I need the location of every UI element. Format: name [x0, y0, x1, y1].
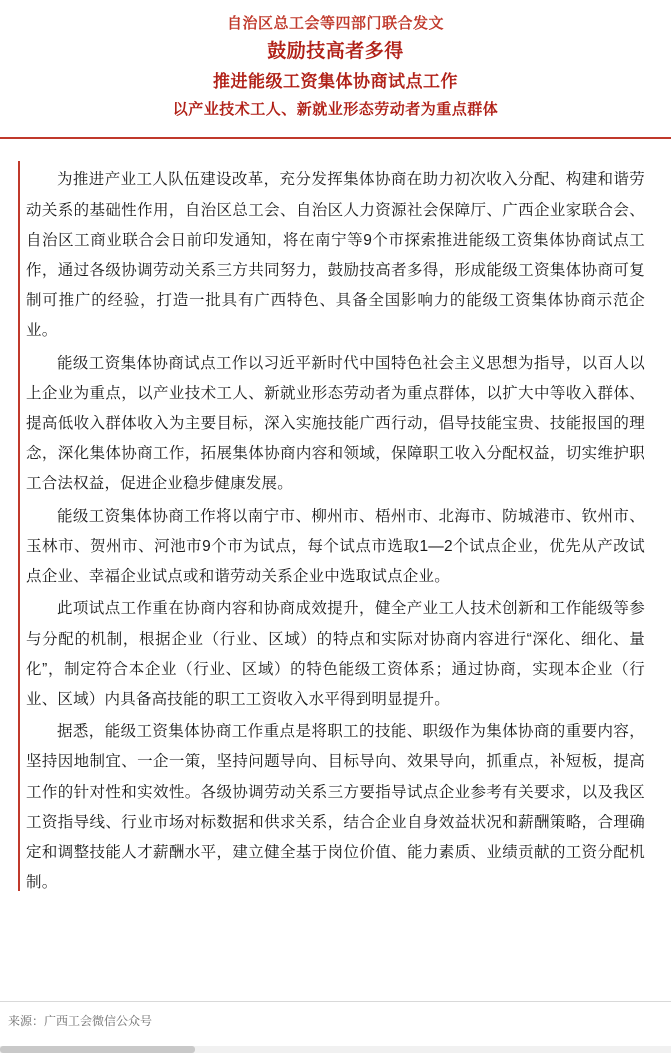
header-line-focus-group: 以产业技术工人、新就业形态劳动者为重点群体: [172, 101, 499, 119]
article-footer: [0, 1001, 671, 1053]
source-label: 来源：广西工会微信公众号: [8, 1014, 153, 1028]
article-paragraph: 此项试点工作重在协商内容和协商成效提升，健全产业工人技术创新和工作能级等参与分配的机制，根据企业（行业、区域）的特点和实际对协商内容进行“深化、细化、量化”，制定符合本企业（行业、区域）的特色能级工资体系；通过协商，实现本企业（行业、区域）内具备高技能的职工工资收入水平得到明显提升。: [26, 600, 645, 708]
header-line-subtitle: 推进能级工资集体协商试点工作: [213, 71, 458, 91]
article-body-wrapper: [0, 139, 671, 898]
article-paragraph: 据悉，能级工资集体协商工作重点是将职工的技能、职级作为集体协商的重要内容，坚持因地制宜、一企一策，坚持问题导向、目标导向、效果导向，抓重点，补短板，提高工作的针对性和实效性。各级协调劳动关系三方要指导试点企业参考有关要求，以及我区工资指导线、行业市场对标数据和供求关系，结合企业自身效益状况和薪酬策略，合理确定和调整技能人才薪酬水平，建立健全基于岗位价值、能力素质、业绩贡献的工资分配机制。: [26, 723, 645, 892]
header-line-main-title: 鼓励技高者多得: [267, 41, 404, 63]
article-body: [26, 165, 645, 898]
article-paragraph: 能级工资集体协商试点工作以习近平新时代中国特色社会主义思想为指导，以百人以上企业为重点，以产业技术工人、新就业形态劳动者为重点群体，以扩大中等收入群体、提高低收入群体收入为主要目标，深入实施技能广西行动，倡导技能宝贵、技能报国的理念，深化集体协商工作，拓展集体协商内容和领域，保障职工收入分配权益，切实维护职工合法权益，促进企业稳步健康发展。: [26, 354, 645, 493]
scrollbar-track[interactable]: [0, 1046, 671, 1053]
scrollbar-thumb[interactable]: [0, 1046, 195, 1053]
article-paragraph: 为推进产业工人队伍建设改革，充分发挥集体协商在助力初次收入分配、构建和谐劳动关系的基础性作用，自治区总工会、自治区人力资源社会保障厅、广西企业家联合会、自治区工商业联合会日前印发通知，将在南宁等9个市探索推进能级工资集体协商试点工作，通过各级协调劳动关系三方共同努力，鼓励技高者多得，形成能级工资集体协商可复制可推广的经验，打造一批具有广西特色、具备全国影响力的能级工资集体协商示范企业。: [26, 171, 645, 340]
article-paragraph: 能级工资集体协商工作将以南宁市、柳州市、梧州市、北海市、防城港市、钦州市、玉林市、贺州市、河池市9个市为试点，每个试点市选取1—2个试点企业，优先从产改试点企业、幸福企业试点或和谐劳动关系企业中选取试点企业。: [26, 507, 645, 586]
header-line-department: 自治区总工会等四部门联合发文: [226, 15, 444, 32]
article-header: [0, 0, 671, 131]
left-accent-rule: [18, 161, 20, 890]
